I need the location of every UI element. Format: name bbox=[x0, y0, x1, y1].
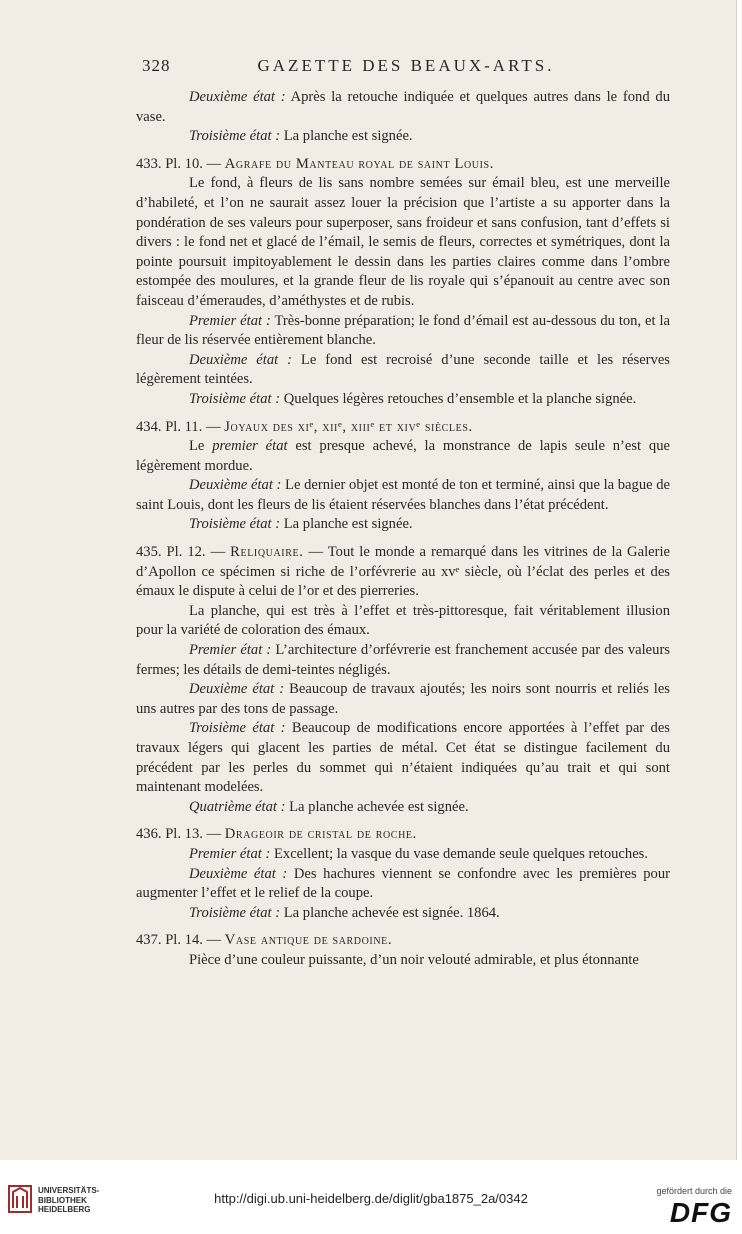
italic-label: Troisième état : bbox=[189, 128, 281, 145]
entry-heading bbox=[136, 931, 670, 951]
text-run: Pièce d’une couleur puissante, d’un noir velouté admirable, et plus étonnante bbox=[189, 951, 639, 968]
italic-label: Troisième état : bbox=[189, 516, 281, 533]
italic-label: Deuxième état : bbox=[189, 89, 286, 105]
italic-label: Troisième état : bbox=[189, 390, 281, 407]
entry-heading bbox=[136, 155, 670, 175]
library-line-2: BIBLIOTHEK bbox=[38, 1195, 87, 1205]
catalog-entry bbox=[136, 825, 670, 923]
paragraph bbox=[136, 437, 670, 476]
paragraph bbox=[136, 680, 670, 719]
dfg-logo: DFG bbox=[669, 1197, 732, 1228]
italic-label: Premier état : bbox=[189, 312, 271, 329]
page-number: 328 bbox=[142, 56, 171, 75]
italic-label: Deuxième état : bbox=[189, 477, 282, 494]
paragraph bbox=[136, 174, 670, 311]
entry-title: Agrafe du Manteau royal de saint Louis. bbox=[224, 155, 494, 172]
funding-note: gefördert durch die bbox=[656, 1186, 732, 1196]
text-run: La planche achevée est signée. bbox=[285, 798, 469, 815]
text-run: Quelques légères retouches d’ensemble et la planche signée. bbox=[280, 390, 637, 407]
italic-label: Premier état : bbox=[189, 845, 271, 862]
text-run: Très-bonne préparation; le fond d’émail est au-dessous du ton, et la fleur de lis réservée entièrement blanche. bbox=[136, 312, 670, 349]
text-run: La planche est signée. bbox=[280, 516, 413, 533]
paragraph bbox=[136, 515, 670, 535]
italic-label: Quatrième état : bbox=[189, 798, 286, 815]
text-run: Le dernier objet est monté de ton et terminé, ainsi que la bague de saint Louis, dont les fleurs de lis étaient réservées blanches dans l’état précédent. bbox=[136, 477, 671, 513]
catalog-entry bbox=[136, 88, 670, 147]
catalog-entry bbox=[136, 155, 670, 410]
text-run: Beaucoup de travaux ajoutés; les noirs sont nourris et reliés les uns autres par des tons de passage. bbox=[136, 681, 670, 717]
text-run: — Tout le monde a remarqué dans les vitrines de la Galerie d’Apollon ce spécimen si riche de l’orfévrerie au xvᵉ siècle, où l’éclat des perles et des émaux le dispute à celui de l’or et des pierreries. bbox=[136, 544, 670, 600]
paragraph bbox=[136, 127, 670, 147]
italic-label: Premier état : bbox=[189, 642, 272, 659]
text-run: Le fond, à fleurs de lis sans nombre semées sur émail bleu, est une merveille d’habileté, et l’on ne saurait assez louer la précision que l’artiste a su apporter dans la pondération de ses valeurs pour superposer, sans froideur et sans confusion, tant d’effets si divers : le fond net et glacé de l’émail, le semis de fleurs, correctes et symétriques, dont la pointe poursuit impitoyablement le dessin dans les parties claires comme dans l’ombre estompée des moulures, et la grande fleur de lis royale qui s’épanouit au centre avec son faisceau d’émeraudes, d’améthystes et de rubis. bbox=[136, 175, 670, 309]
entry-heading bbox=[136, 418, 670, 438]
paragraph bbox=[136, 476, 670, 515]
text-run: 435. Pl. 12. — bbox=[136, 544, 231, 561]
text-run: Beaucoup de modifications encore apportées à l’effet par des travaux légers qui glacent les parties de métal. Cet état se distingue facilement du précédent par les perles du sommet qui n’étaient indiquées qu’au trait et qui sont maintenant modelées. bbox=[136, 720, 670, 796]
paragraph bbox=[136, 312, 670, 351]
entry-title: Joyaux des xiᵉ, xiiᵉ, xiiiᵉ et xivᵉ siècles. bbox=[224, 418, 473, 435]
catalog-entry bbox=[136, 931, 670, 970]
italic-label: Deuxième état : bbox=[189, 681, 285, 698]
library-line-1: UNIVERSITÄTS- bbox=[38, 1186, 100, 1195]
italic-label: Troisième état : bbox=[189, 720, 286, 737]
entry-heading bbox=[136, 543, 670, 602]
paragraph bbox=[136, 845, 670, 865]
text-run: 436. Pl. 13. — bbox=[136, 826, 225, 843]
catalog-entry bbox=[136, 418, 670, 536]
paragraph bbox=[136, 904, 670, 924]
text-run: Après la retouche indiquée et quelques autres dans le fond du vase. bbox=[136, 89, 670, 125]
italic-label: Deuxième état : bbox=[189, 865, 288, 882]
paragraph bbox=[136, 798, 670, 818]
italic-label: premier état bbox=[212, 438, 288, 455]
text-run: 433. Pl. 10. — bbox=[136, 155, 225, 172]
paragraph bbox=[136, 602, 670, 641]
text-run: 434. Pl. 11. — bbox=[136, 418, 225, 435]
running-title: GAZETTE DES BEAUX-ARTS. bbox=[257, 56, 555, 75]
paragraph bbox=[136, 951, 670, 971]
entry-title: Drageoir de cristal de roche. bbox=[224, 826, 417, 843]
entry-title: Vase antique de sardoine. bbox=[224, 932, 393, 949]
text-run: 437. Pl. 14. — bbox=[136, 932, 225, 949]
text-run: Le fond est recroisé d’une seconde taille et les réserves légèrement teintées. bbox=[136, 351, 670, 388]
permalink-url[interactable]: http://digi.ub.uni-heidelberg.de/diglit/gba1875_2a/0342 bbox=[214, 1191, 528, 1206]
paragraph bbox=[136, 719, 670, 797]
entry-heading bbox=[136, 825, 670, 845]
viewer-footer bbox=[0, 1160, 742, 1234]
page-header bbox=[142, 56, 670, 80]
paragraph bbox=[136, 865, 670, 904]
text-run: L’architecture d’orfévrerie est franchement accusée par des valeurs fermes; les détails de demi-teintes négligés. bbox=[136, 642, 670, 678]
paragraph bbox=[136, 641, 670, 680]
text-run: Le bbox=[189, 438, 213, 455]
italic-label: Troisième état : bbox=[189, 904, 281, 921]
catalog-entry bbox=[136, 543, 670, 817]
paragraph bbox=[136, 351, 670, 390]
text-run: Excellent; la vasque du vase demande seule quelques retouches. bbox=[270, 845, 649, 862]
paragraph bbox=[136, 88, 670, 127]
text-run: La planche est signée. bbox=[280, 128, 413, 145]
body-text bbox=[136, 88, 670, 971]
entry-title: Reliquaire. bbox=[230, 544, 304, 561]
text-run: La planche achevée est signée. 1864. bbox=[280, 904, 500, 921]
text-run: La planche, qui est très à l’effet et très-pittoresque, fait véritablement illusion pour la variété de coloration des émaux. bbox=[136, 602, 670, 639]
italic-label: Deuxième état : bbox=[189, 351, 292, 368]
text-run: Des hachures viennent se confondre avec les premières pour augmenter l’effet et le relief de la coupe. bbox=[136, 865, 670, 902]
library-line-3: HEIDELBERG bbox=[38, 1205, 91, 1214]
text-run: est presque achevé, la monstrance de lapis seule n’est que légèrement mordue. bbox=[136, 438, 670, 474]
paragraph bbox=[136, 390, 670, 410]
